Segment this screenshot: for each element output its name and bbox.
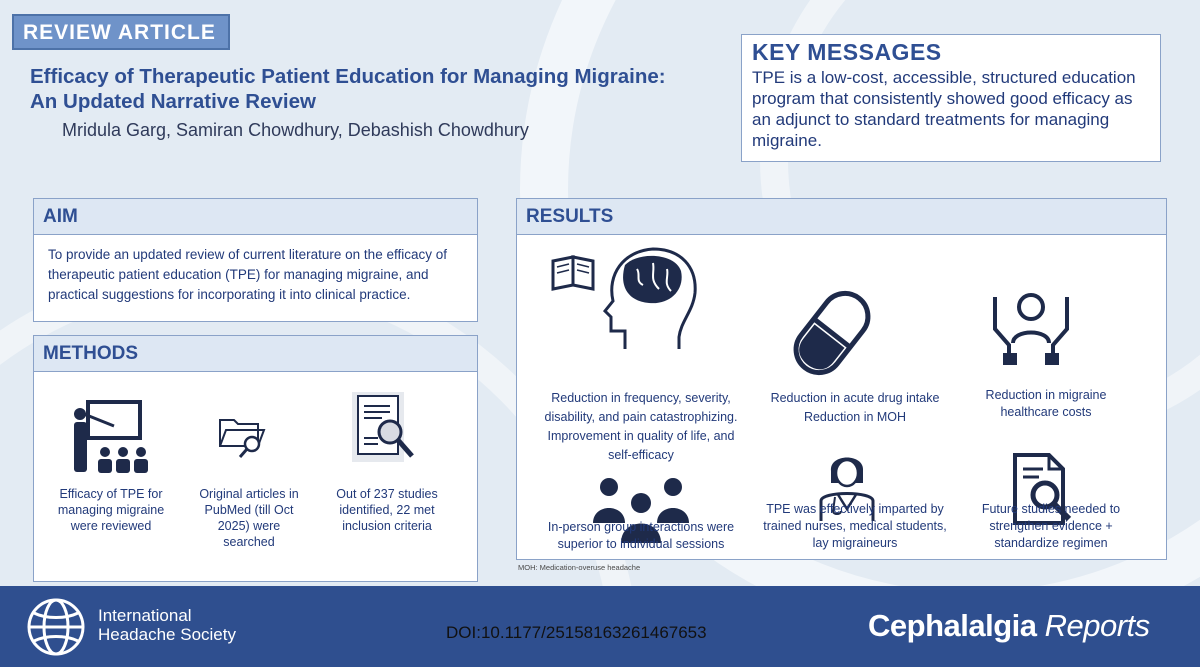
society-name: International Headache Society [98, 606, 236, 644]
title-line-1: Efficacy of Therapeutic Patient Education for Managing Migraine: [30, 65, 666, 88]
result-text-5: TPE was effectively imparted by trained nurses, medical students, lay migraineurs [763, 502, 947, 550]
result-text-3: Reduction in migraine healthcare costs [985, 388, 1107, 419]
article-title [30, 64, 730, 114]
result-text-4: In-person group interactions were superior to individual sessions [547, 520, 735, 551]
result-text-1: Reduction in frequency, severity, disability, and pain catastrophizing. Improvement in quality of life, and self-efficacy [544, 391, 738, 462]
document-magnifier-icon [352, 392, 420, 470]
results-panel [516, 198, 1167, 560]
doi-link[interactable]: DOI:10.1177/25158163261467653 [446, 623, 707, 642]
article-type-label: REVIEW ARTICLE [12, 14, 230, 50]
journal-name: Cephalalgia [868, 608, 1037, 643]
journal-subtitle: Reports [1044, 608, 1150, 643]
methods-panel [33, 335, 478, 582]
hands-person-icon [991, 291, 1071, 367]
method-text-2: Original articles in PubMed (till Oct 2025) were searched [199, 487, 299, 549]
book-brain-icon [549, 245, 699, 349]
results-heading: RESULTS [517, 199, 1166, 235]
pill-capsule-icon [787, 285, 877, 381]
key-messages-box [741, 34, 1161, 162]
results-body [517, 235, 1166, 559]
methods-body [34, 372, 477, 581]
method-text-1: Efficacy of TPE for managing migraine were reviewed [57, 487, 165, 533]
result-text-6: Future studies needed to strengthen evidence + standardize regimen [981, 502, 1121, 550]
key-messages-heading: KEY MESSAGES [752, 39, 942, 65]
author-list: Mridula Garg, Samiran Chowdhury, Debashish Chowdhury [62, 120, 529, 140]
methods-heading: METHODS [34, 336, 477, 372]
ihs-logo-icon [26, 597, 86, 657]
folder-search-icon [218, 410, 268, 460]
aim-heading: AIM [34, 199, 477, 235]
title-line-2: An Updated Narrative Review [30, 90, 316, 113]
aim-text: To provide an updated review of current literature on the efficacy of therapeutic patient education (TPE) for managing migraine, and practical suggestions for incorporating it into clinical practice. [34, 235, 477, 321]
aim-panel [33, 198, 478, 322]
result-text-2: Reduction in acute drug intake Reduction in MOH [770, 391, 940, 424]
teacher-board-icon [70, 400, 152, 474]
key-messages-text: TPE is a low-cost, accessible, structured education program that consistently showed good efficacy as an adjunct to standard treatments for managing migraine. [752, 68, 1136, 150]
method-text-3: Out of 237 studies identified, 22 met inclusion criteria [336, 487, 438, 533]
journal-logo [868, 608, 1150, 644]
results-footnote: MOH: Medication-overuse headache [518, 563, 641, 572]
